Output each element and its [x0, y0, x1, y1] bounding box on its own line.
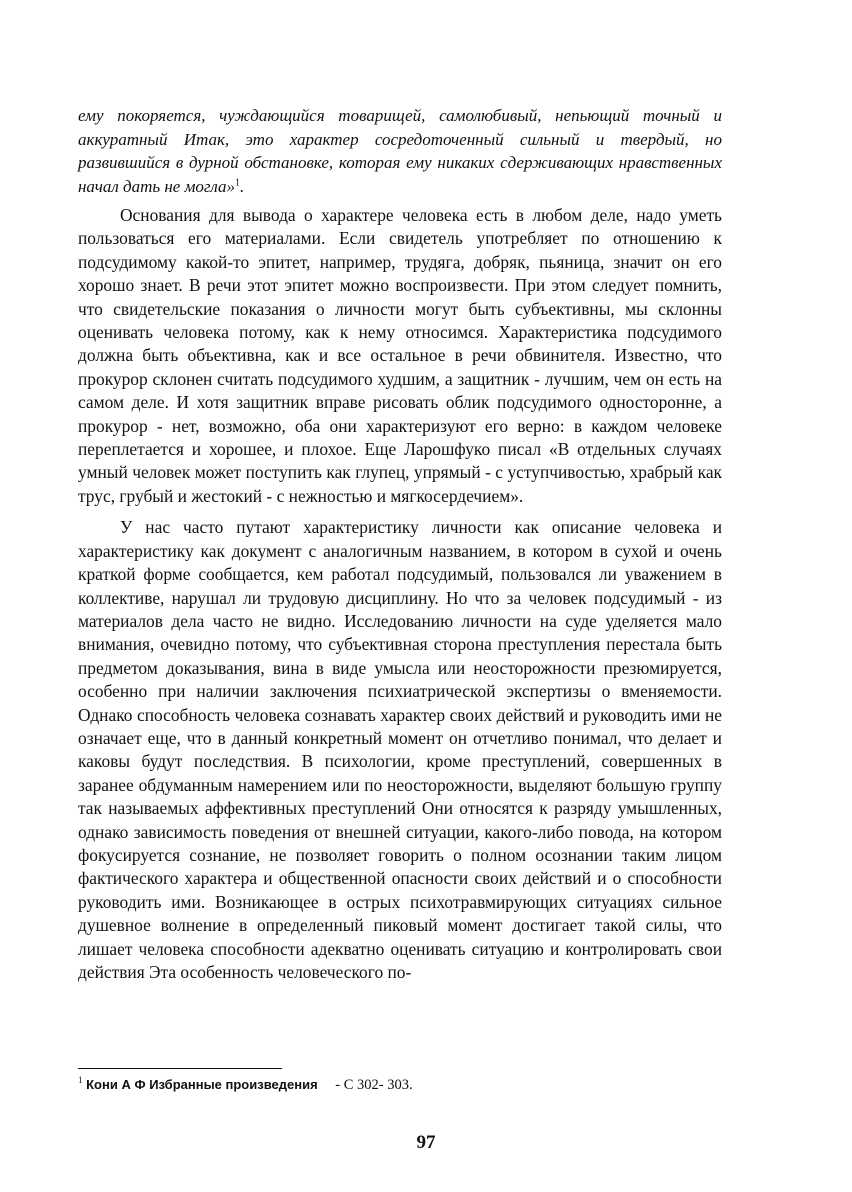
page-number: 97	[416, 1132, 436, 1153]
quote-text: ему покоряется, чуждающийся товарищей, самолюбивый, непьющий точный и аккуратный Итак, это характер сосредоточенный сильный и твердый, но развившийся в дурной обстановке, которая ему никаких сдерживающих нравственных начал дать не могла»$^1$.	[78, 106, 722, 196]
quote-body: ему покоряется, чуждающийся товарищей, самолюбивый, непьющий точный и аккуратный Итак, это характер сосредоточенный сильный и твердый, но развившийся в дурной обстановке, которая ему никаких сдерживающих нравственных начал дать не могла»	[78, 106, 722, 196]
paragraph-1: Основания для вывода о характере человека есть в любом деле, надо уметь пользоваться его материалами. Если свидетель употребляет по отношению к подсудимому какой-то эпитет, например, трудяга, добряк, пьяница, значит он его хорошо знает. В речи этот эпитет можно воспроизвести. При этом следует помнить, что свидетельские показания о личности могут быть субъективны, мы склонны оценивать человека потому, как к нему относимся. Характеристика подсудимого должна быть объективна, как и все остальное в речи обвинителя. Известно, что прокурор склонен считать подсудимого худшим, а защитник - лучшим, чем он есть на самом деле. И хотя защитник вправе рисовать облик подсудимого односторонне, а прокурор - нет, возможно, оба они характеризуют его верно: в каждом человеке переплетается и хорошее, и плохое. Еще Ларошфуко писал «В отдельных случаях умный человек может поступить как глупец, упрямый - с уступчивостью, храбрый как трус, грубый и жестокий - с нежностью и мягкосердечием».	[78, 205, 722, 506]
footnote-book-title: Избранные произведения	[149, 1077, 318, 1092]
footnote-author: Кони А Ф	[86, 1077, 146, 1092]
footnote	[78, 1076, 722, 1094]
footnote-divider	[78, 1068, 282, 1069]
footnote-pages: - С 302- 303.	[335, 1077, 413, 1093]
footnote-mark: 1	[78, 1075, 83, 1086]
paragraph-2: У нас часто путают характеристику личности как описание человека и характеристику как документ с аналогичным названием, в котором в сухой и очень краткой форме сообщается, кем работал подсудимый, пользовался ли уважением в коллективе, нарушал ли трудовую дисциплину. Но что за человек подсудимый - из материалов дела часто не видно. Исследованию личности на суде уделяется мало внимания, очевидно потому, что субъективная сторона преступления перестала быть предметом доказывания, вина в виде умысла или неосторожности презюмируется, особенно при наличии заключения психиатрической экспертизы о вменяемости. Однако способность человека сознавать характер своих действий и руководить ими не означает еще, что в данный конкретный момент он отчетливо понимал, что делает и каковы будут последствия. В психологии, кроме преступлений, совершенных в заранее обдуманным намерением или по неосторожности, выделяют большую группу так называемых аффективных преступлений Они относятся к разряду умышленных, однако зависимость поведения от внешней ситуации, какого-либо повода, на котором фокусируется сознание, не позволяет говорить о полном осознании таким лицом фактического характера и общественной опасности своих действий и о способности руководить ими. Возникающее в острых психотравмирующих ситуациях сильное душевное волнение в определенный пиковый момент достигает такой силы, что лишает человека способности адекватно оценивать ситуацию и контролировать свои действия Эта особенность человеческого по-	[78, 517, 722, 982]
page-body	[78, 104, 722, 984]
footnote-reference: 1	[234, 176, 240, 188]
